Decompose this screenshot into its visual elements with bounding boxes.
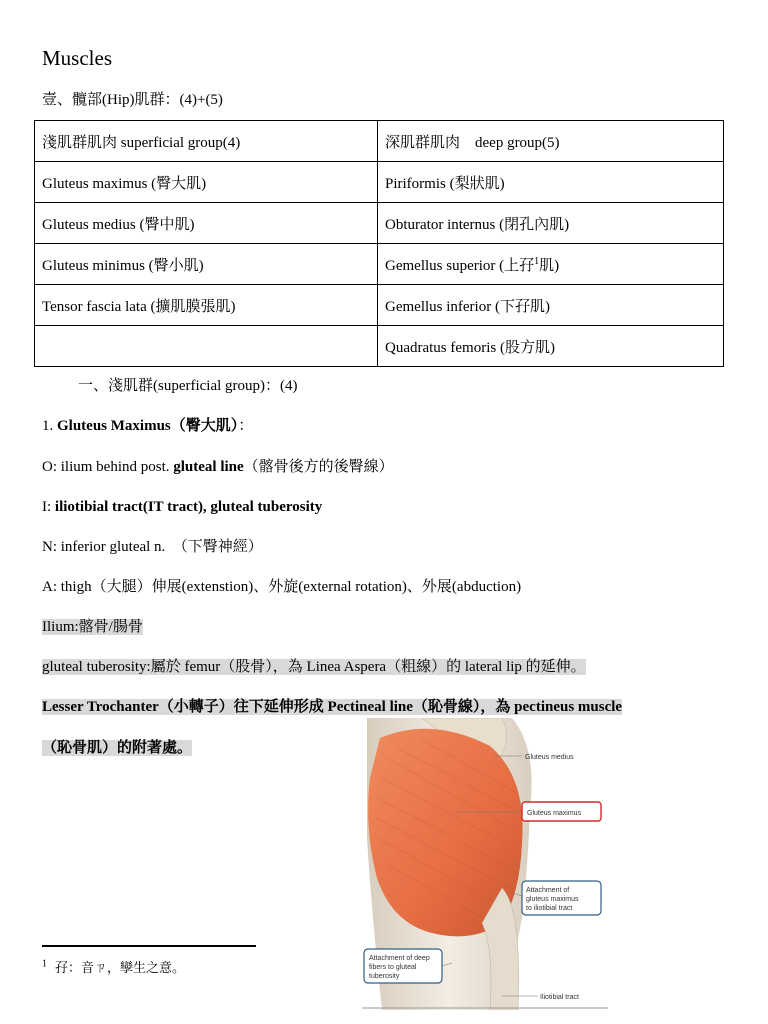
section-heading: 壹、髖部(Hip)肌群：(4)+(5) [42,92,223,108]
origin-bold: gluteal line [173,459,244,475]
table-cell: Obturator internus (閉孔內肌) [378,203,724,244]
label-deep-fibers-line3: tuberosity [369,973,400,980]
cell-text: 肌) [539,257,560,274]
note-trochanter-line2: （恥骨肌）的附著處。 [42,740,193,756]
label-deep-fibers-line2: fibers to gluteal [369,964,417,971]
muscle-item-heading [42,416,253,436]
hip-muscle-table [34,120,724,367]
item-name: Gluteus Maximus（臀大肌） [57,418,239,434]
table-cell: Gluteus maximus (臀大肌) [35,162,378,203]
table-row [35,244,724,285]
item-number: 1. [42,418,57,434]
nerve-line: N: inferior gluteal n. （下臀神經） [42,539,263,555]
origin-suffix: （髂骨後方的後臀線） [243,459,394,475]
label-iliotibial-tract: Iliotibial tract [540,994,579,1001]
insertion-bold: iliotibial tract(IT tract), gluteal tuberosity [54,499,323,515]
insertion-line [42,497,322,517]
label-gluteus-maximus: Gluteus maximus [527,810,582,817]
table-cell: Quadratus femoris (股方肌) [378,326,724,367]
footnote-ref[interactable]: 1 [534,255,540,267]
table-header-deep: 深肌群肌肉 deep group(5) [378,121,724,162]
note-ilium: Ilium:髂骨/腸骨 [42,619,143,635]
footnote [42,958,185,978]
table-cell: Gluteus minimus (臀小肌) [35,244,378,285]
table-cell: Tensor fascia lata (擴肌膜張肌) [35,285,378,326]
cell-text: Gemellus superior (上孖 [385,257,535,274]
table-row [35,326,724,367]
page-title: Muscles [42,46,112,70]
footnote-text: 孖：音ㄗ，孿生之意。 [55,960,186,975]
origin-line [42,457,394,477]
table-cell: Gluteus medius (臀中肌) [35,203,378,244]
label-attachment-line1: Attachment of [526,887,570,894]
subsection-heading: 一、淺肌群(superficial group)：(4) [78,378,298,394]
note-trochanter-line1: Lesser Trochanter（小轉子）往下延伸形成 Pectineal line（恥骨線），為 pectineus muscle [42,699,623,715]
footnote-mark: 1 [42,958,47,970]
footnote-separator [42,945,256,947]
gluteus-maximus-figure [362,718,608,1010]
insertion-prefix: I: [42,499,55,515]
label-deep-fibers-line1: Attachment of deep [369,955,430,962]
table-cell [35,326,378,367]
item-colon: ： [238,418,254,434]
table-row [35,203,724,244]
table-cell: Gemellus inferior (下孖肌) [378,285,724,326]
table-header-row [35,121,724,162]
action-line: A: thigh（大腿）伸展(extenstion)、外旋(external rotation)、外展(abduction) [42,579,522,595]
label-attachment-line3: to iliotibial tract [526,905,573,912]
table-header-superficial: 淺肌群肌肉 superficial group(4) [35,121,378,162]
table-row [35,285,724,326]
note-tuberosity: gluteal tuberosity:屬於 femur（股骨），為 Linea Aspera（粗線）的 lateral lip 的延伸。 [42,659,586,675]
label-gluteus-medius: Gluteus medius [525,754,574,761]
table-cell [378,244,724,285]
origin-prefix: O: ilium behind post. [42,459,174,475]
table-cell: Piriformis (梨狀肌) [378,162,724,203]
table-row [35,162,724,203]
label-attachment-line2: gluteus maximus [526,896,579,903]
